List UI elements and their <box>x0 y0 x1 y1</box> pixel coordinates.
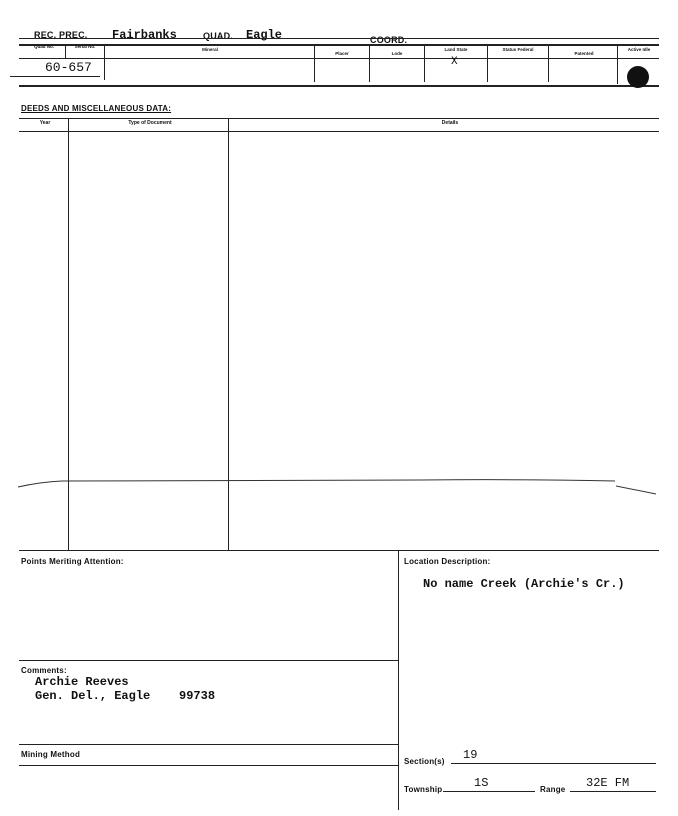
col-divider <box>424 44 425 82</box>
serial-no-header: Serial No. <box>74 44 96 49</box>
quad-underline <box>10 76 100 77</box>
rec-prec-value: Fairbanks <box>112 28 177 42</box>
year-header: Year <box>39 120 51 126</box>
comments-line-2: Gen. Del., Eagle 99738 <box>35 689 216 703</box>
col-divider <box>617 44 618 84</box>
col-divider <box>314 44 315 82</box>
page-fold-line <box>0 470 678 500</box>
col-divider <box>487 44 488 82</box>
deeds-title: DEEDS AND MISCELLANEOUS DATA: <box>21 104 172 113</box>
range-value: 32E FM <box>586 776 630 790</box>
col-divider <box>65 44 66 58</box>
points-label: Points Meriting Attention: <box>21 557 124 566</box>
rec-prec-label: REC. PREC. <box>34 30 88 40</box>
section-underline <box>451 763 656 764</box>
active-status-dot-icon <box>627 66 649 88</box>
coord-label: COORD. <box>370 35 408 45</box>
type-header: Type of Document <box>128 120 172 126</box>
active-idle-header: Active Idle <box>627 47 651 52</box>
placer-header: Placer <box>335 51 349 56</box>
township-underline <box>443 791 535 792</box>
table-bottom-rule <box>19 85 659 87</box>
location-label: Location Description: <box>404 557 491 566</box>
mining-top-rule <box>19 744 398 745</box>
mineral-header: Mineral <box>202 47 218 52</box>
comments-top-rule <box>19 660 398 661</box>
header-bottom-rule <box>19 58 659 59</box>
header-rule <box>19 44 659 46</box>
quad-value: Eagle <box>246 28 283 42</box>
range-label: Range <box>540 785 566 794</box>
land-state-mark: X <box>451 56 458 68</box>
township-value: 1S <box>474 776 489 790</box>
col-divider <box>548 44 549 82</box>
quad-no-header: Quad No. <box>34 44 54 49</box>
details-header: Details <box>441 120 459 126</box>
comments-line-1: Archie Reeves <box>35 675 129 689</box>
section-label: Section(s) <box>404 757 445 766</box>
mining-label: Mining Method <box>21 750 81 759</box>
range-underline <box>570 791 656 792</box>
deeds-top-rule <box>19 118 659 119</box>
status-federal-header: Status Federal <box>502 47 534 52</box>
col-divider <box>369 44 370 82</box>
patented-header: Patented <box>574 51 594 56</box>
land-state-header: Land State <box>444 47 468 52</box>
lower-col-divider <box>398 550 399 810</box>
location-value: No name Creek (Archie's Cr.) <box>423 577 625 591</box>
lode-header: Lode <box>391 51 403 56</box>
comments-label: Comments: <box>21 666 67 675</box>
table-top-rule <box>19 38 659 39</box>
quad-no-value: 60-657 <box>45 60 92 75</box>
deeds-bottom-rule <box>19 550 659 551</box>
section-value: 19 <box>463 748 478 762</box>
mining-rule <box>19 765 398 766</box>
deeds-header-rule <box>19 131 659 132</box>
col-divider <box>104 44 105 80</box>
township-label: Township <box>404 785 443 794</box>
quad-label: QUAD. <box>203 31 233 41</box>
